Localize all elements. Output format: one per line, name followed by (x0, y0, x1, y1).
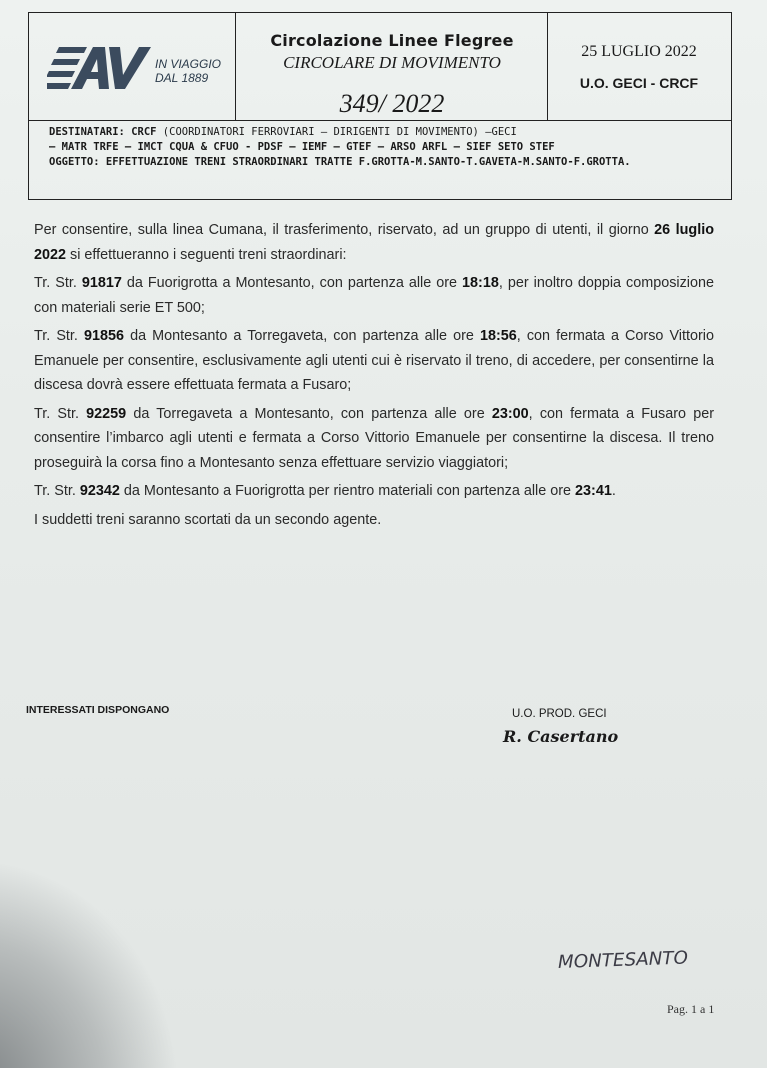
header-box (28, 12, 732, 200)
recipients-crcf: CRCF (131, 126, 157, 138)
circular-date: 25 LUGLIO 2022 (581, 43, 697, 60)
departure-time: 23:41 (575, 483, 612, 499)
train-number: 92259 (86, 405, 127, 422)
text-span: da Fuorigrotta a Montesanto, con partenza alle ore (121, 275, 463, 291)
text-span: da Montesanto a Torregaveta, con partenza alle ore (124, 328, 480, 344)
text-span: si effettueranno i seguenti treni straordinari: (66, 246, 347, 263)
text-span: da Torregaveta a Montesanto, con partenza alle ore (126, 405, 492, 422)
finger-shadow (0, 858, 180, 1068)
subject-text: EFFETTUAZIONE TRENI STRAORDINARI TRATTE F.GROTTA-M.SANTO-T.GAVETA-M.SANTO-F.GROTTA. (105, 156, 631, 168)
recipients-block (49, 125, 721, 170)
departure-time: 18:18 (462, 275, 499, 291)
eav-logo-icon (47, 39, 155, 91)
recipients-line-2: – MATR TRFE – IMCT CQUA & CFUO - PDSF – IEMF – GTEF – ARSO ARFL – SIEF SETO STEF (49, 141, 555, 153)
logo-tagline (155, 57, 221, 85)
paragraph-train-92342 (34, 479, 714, 504)
train-number: 91856 (83, 328, 125, 344)
circular-number: 349/ 2022 (339, 89, 445, 118)
circular-body (34, 218, 714, 536)
logo-tagline-1: IN VIAGGIO (155, 57, 222, 71)
train-number: 92342 (79, 483, 120, 499)
signing-unit: U.O. PROD. GECI (512, 708, 607, 720)
text-span: Per consentire, sulla linea Cumana, il trasferimento, riservato, ad un gruppo di utenti, il giorno (34, 222, 655, 238)
paragraph-train-92259 (34, 402, 714, 476)
title-cell (237, 13, 548, 120)
text-span: , con fermata a Corso Vittorio Emanuele per consentire, esclusivamente agli utenti cui è riservato il treno, di accedere, per consentirne la discesa dovrà essere effettuata fermata a Fusaro; (34, 328, 714, 393)
text-span: , per inoltro doppia composizione con materiali serie ET 500; (34, 275, 715, 316)
circular-subtitle: CIRCOLARE DI MOVIMENTO (283, 53, 501, 72)
issuing-unit: U.O. GECI - CRCF (579, 75, 699, 91)
signature: R. Casertano (503, 727, 619, 746)
handwritten-note-text: MONTESANTO (557, 947, 687, 974)
date-highlight: 26 luglio 2022 (34, 222, 714, 263)
date-cell (549, 13, 729, 120)
logo-tagline-2: DAL 1889 (155, 71, 209, 85)
page-number: Pag. 1 a 1 (667, 1002, 715, 1016)
train-number: 91817 (81, 275, 122, 291)
text-span: . (611, 483, 616, 499)
text-span: da Montesanto a Fuorigrotta per rientro materiali con partenza alle ore (119, 483, 576, 499)
text-span: Tr. Str. (34, 328, 84, 344)
paragraph-train-91817 (34, 271, 714, 320)
departure-time: 23:00 (491, 405, 529, 422)
subject-label: OGGETTO: (49, 156, 100, 168)
paragraph-escort: I suddetti treni saranno scortati da un secondo agente. (34, 511, 382, 528)
text-span: Tr. Str. (34, 275, 82, 291)
text-span: Tr. Str. (34, 405, 87, 422)
paragraph-intro (34, 218, 714, 267)
handwritten-note (556, 942, 696, 976)
recipients-label: DESTINATARI: (49, 126, 125, 138)
logo-cell (29, 13, 236, 120)
paragraph-train-91856 (34, 324, 714, 398)
text-span: Tr. Str. (34, 483, 80, 499)
interested-parties-note: INTERESSATI DISPONGANO (26, 704, 170, 716)
subject-line (49, 155, 721, 170)
recipients-line-1-rest: (COORDINATORI FERROVIARI – DIRIGENTI DI MOVIMENTO) –GECI (156, 126, 517, 138)
circular-title: Circolazione Linee Flegree (270, 31, 514, 50)
text-span: , con fermata a Fusaro per consentire l’imbarco agli utenti e fermata a Corso Vittorio Emanuele per consentirne la discesa. Il treno proseguirà la corsa fino a Montesanto senza effettuare servizio viaggiatori; (34, 405, 714, 471)
recipients-line-1 (49, 125, 721, 140)
departure-time: 18:56 (479, 328, 517, 344)
header-divider (29, 120, 731, 121)
